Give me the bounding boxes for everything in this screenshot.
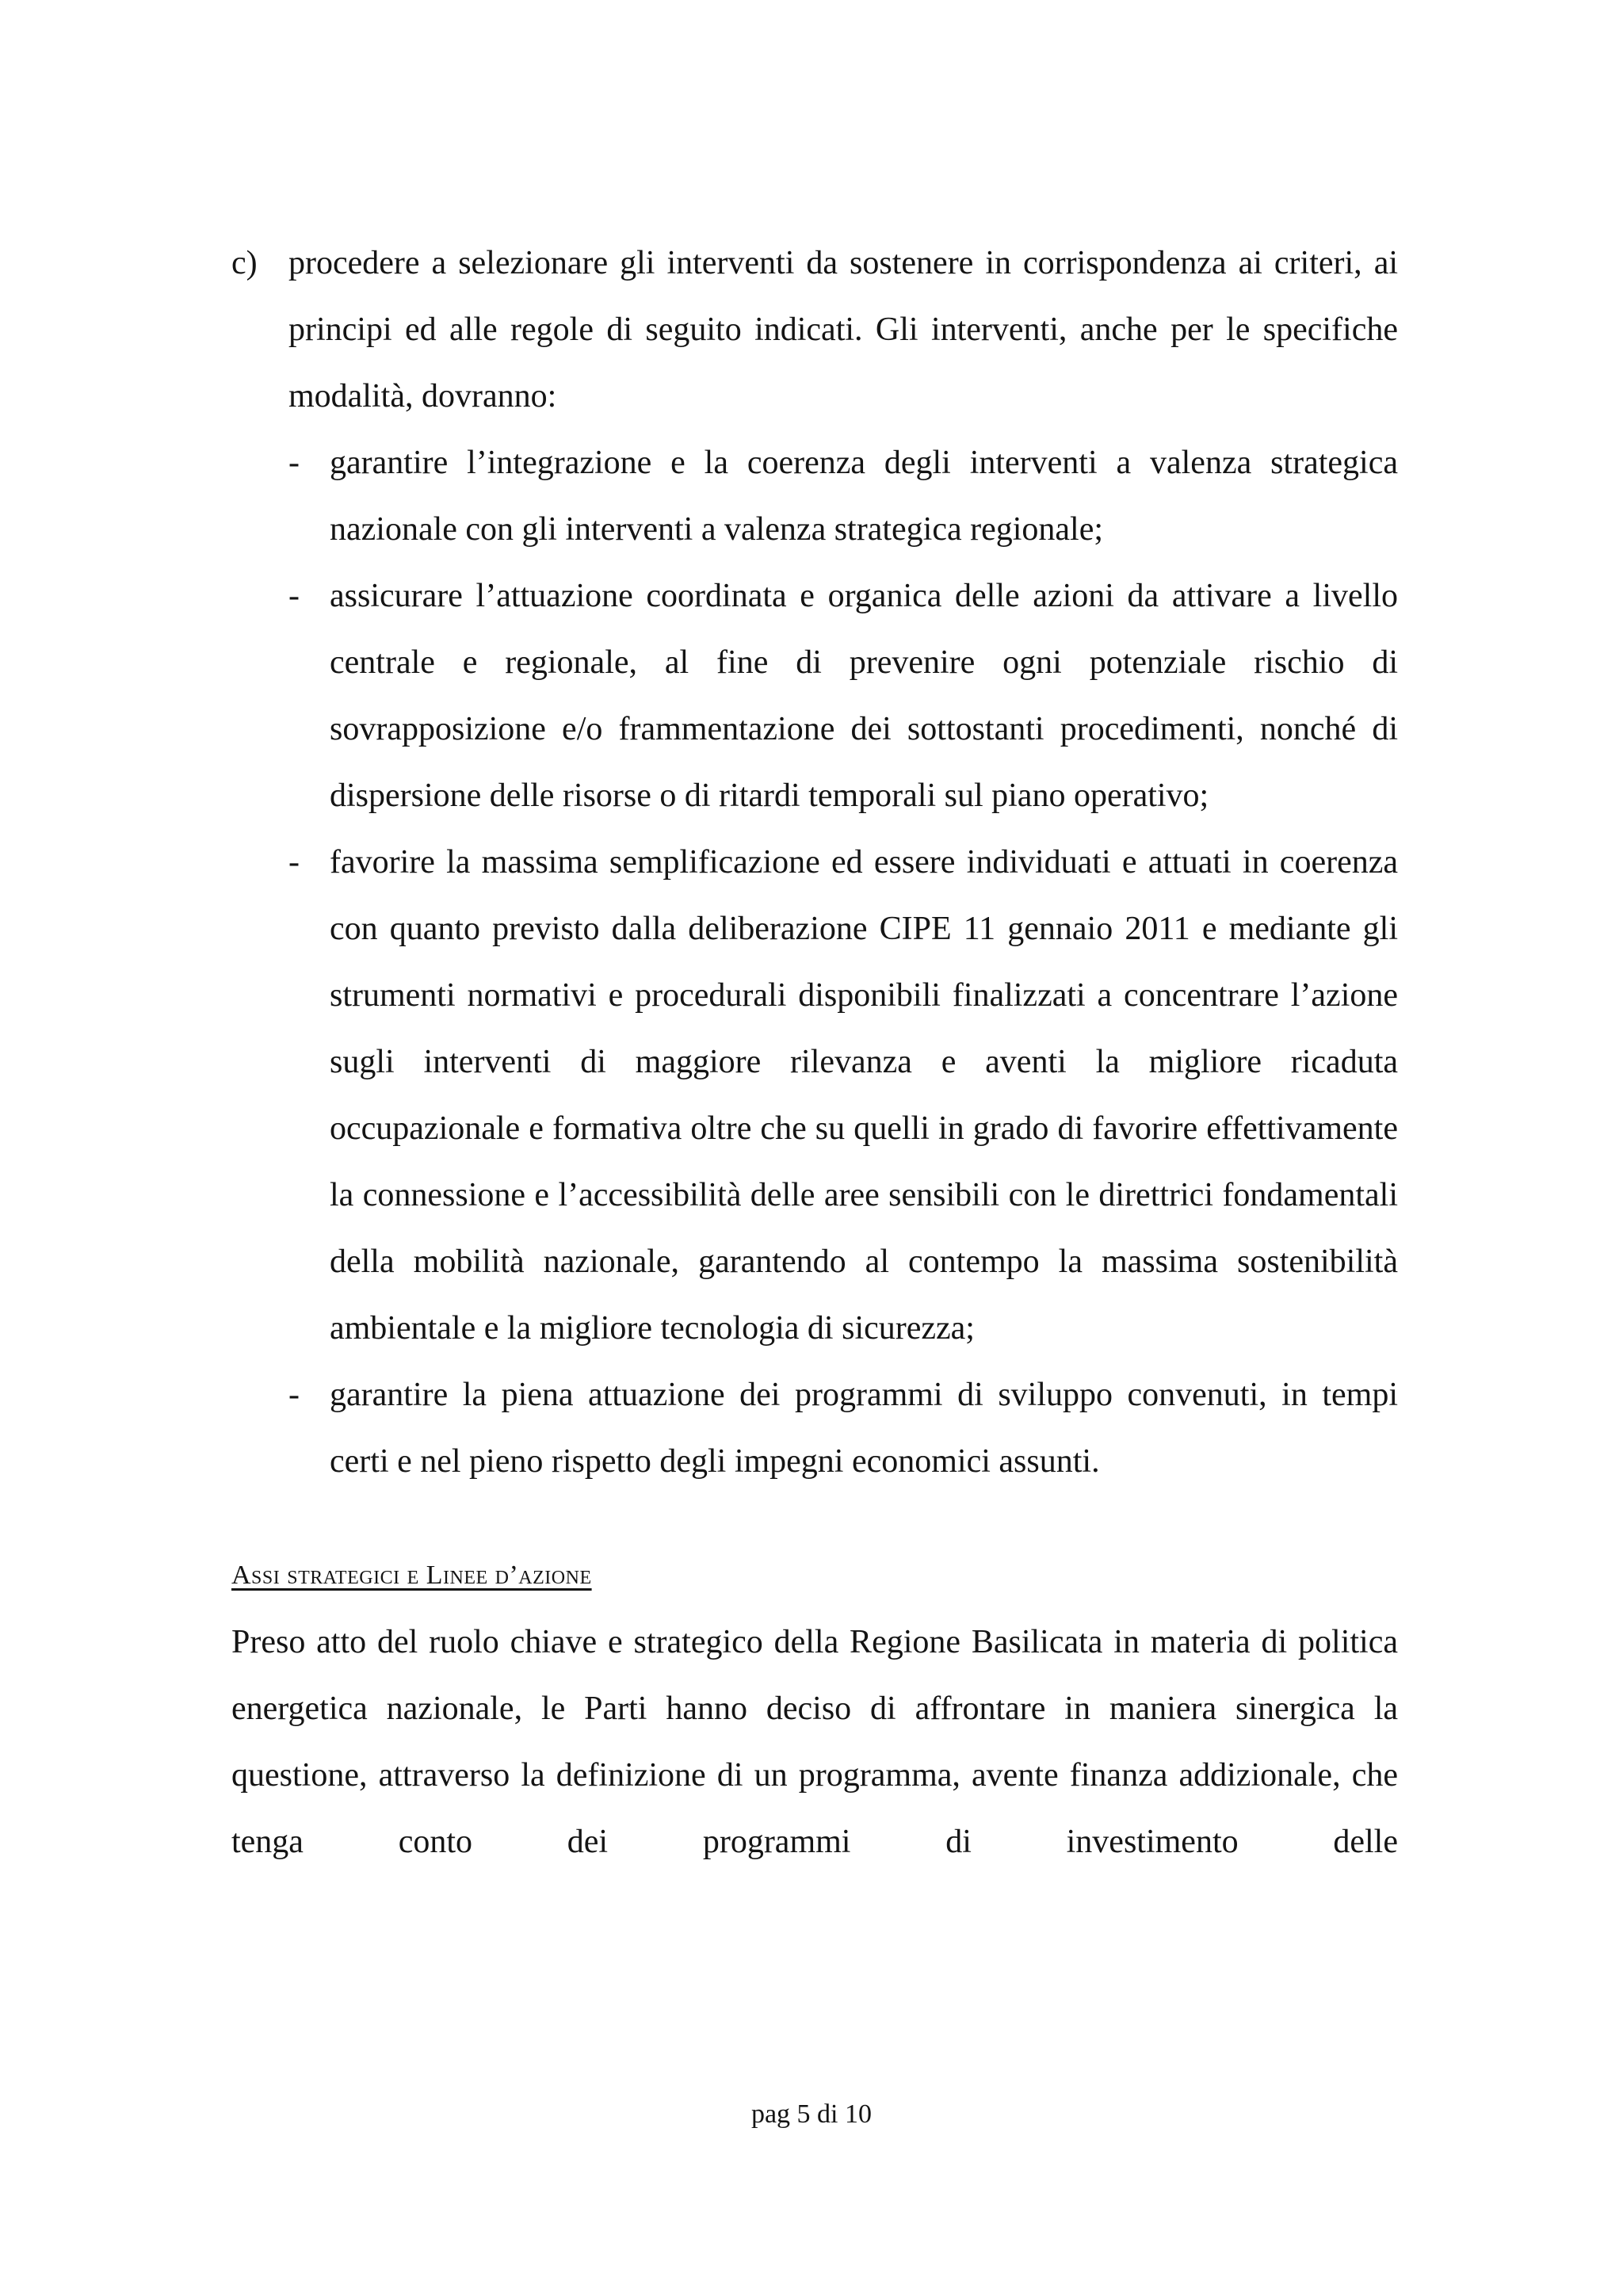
bullet-dash: - — [288, 445, 300, 481]
page-content — [231, 230, 1398, 1875]
bullet-dash: - — [288, 578, 300, 614]
list-item-c — [231, 230, 1398, 430]
bullet-dash: - — [288, 844, 300, 881]
bullet-text: garantire la piena attuazione dei programmi di sviluppo convenuti, in tempi certi e nel pieno rispetto degli impegni economici assunti. — [330, 1377, 1398, 1480]
bullet-item — [231, 430, 1398, 563]
bullet-item — [231, 829, 1398, 1362]
list-item-text: procedere a selezionare gli interventi da sostenere in corrispondenza ai criteri, ai principi ed alle regole di seguito indicati. Gli interventi, anche per le specifiche modalità, dovranno: — [288, 245, 1398, 415]
list-marker: c) — [231, 245, 258, 281]
bullet-item — [231, 1362, 1398, 1495]
bullet-list — [231, 430, 1398, 1495]
bullet-item — [231, 563, 1398, 829]
section-heading: Assi strategici e Linee d’azione — [231, 1561, 592, 1590]
bullet-dash: - — [288, 1377, 300, 1413]
bullet-text: favorire la massima semplificazione ed essere individuati e attuati in coerenza con quanto previsto dalla deliberazione CIPE 11 gennaio 2011 e mediante gli strumenti normativi e procedurali disponibili finalizzati a concentrare l’azione sugli interventi di maggiore rilevanza e aventi la migliore ricaduta occupazionale e formativa oltre che su quelli in grado di favorire effettivamente la connessione e l’accessibilità delle aree sensibili con le direttrici fondamentali della mobilità nazionale, garantendo al contempo la massima sostenibilità ambientale e la migliore tecnologia di sicurezza; — [330, 844, 1398, 1347]
body-paragraph: Preso atto del ruolo chiave e strategico della Regione Basilicata in materia di politica energetica nazionale, le Parti hanno deciso di affrontare in maniera sinergica la questione, attraverso la definizione di un programma, avente finanza addizionale, che tenga conto dei programmi di investimento delle — [231, 1624, 1398, 1860]
page-number: pag 5 di 10 — [750, 2099, 873, 2129]
bullet-text: garantire l’integrazione e la coerenza degli interventi a valenza strategica nazionale con gli interventi a valenza strategica regionale; — [330, 445, 1398, 548]
bullet-text: assicurare l’attuazione coordinata e organica delle azioni da attivare a livello centrale e regionale, al fine di prevenire ogni potenziale rischio di sovrapposizione e/o frammentazione dei sottostanti procedimenti, nonché di dispersione delle risorse o di ritardi temporali sul piano operativo; — [330, 578, 1398, 814]
